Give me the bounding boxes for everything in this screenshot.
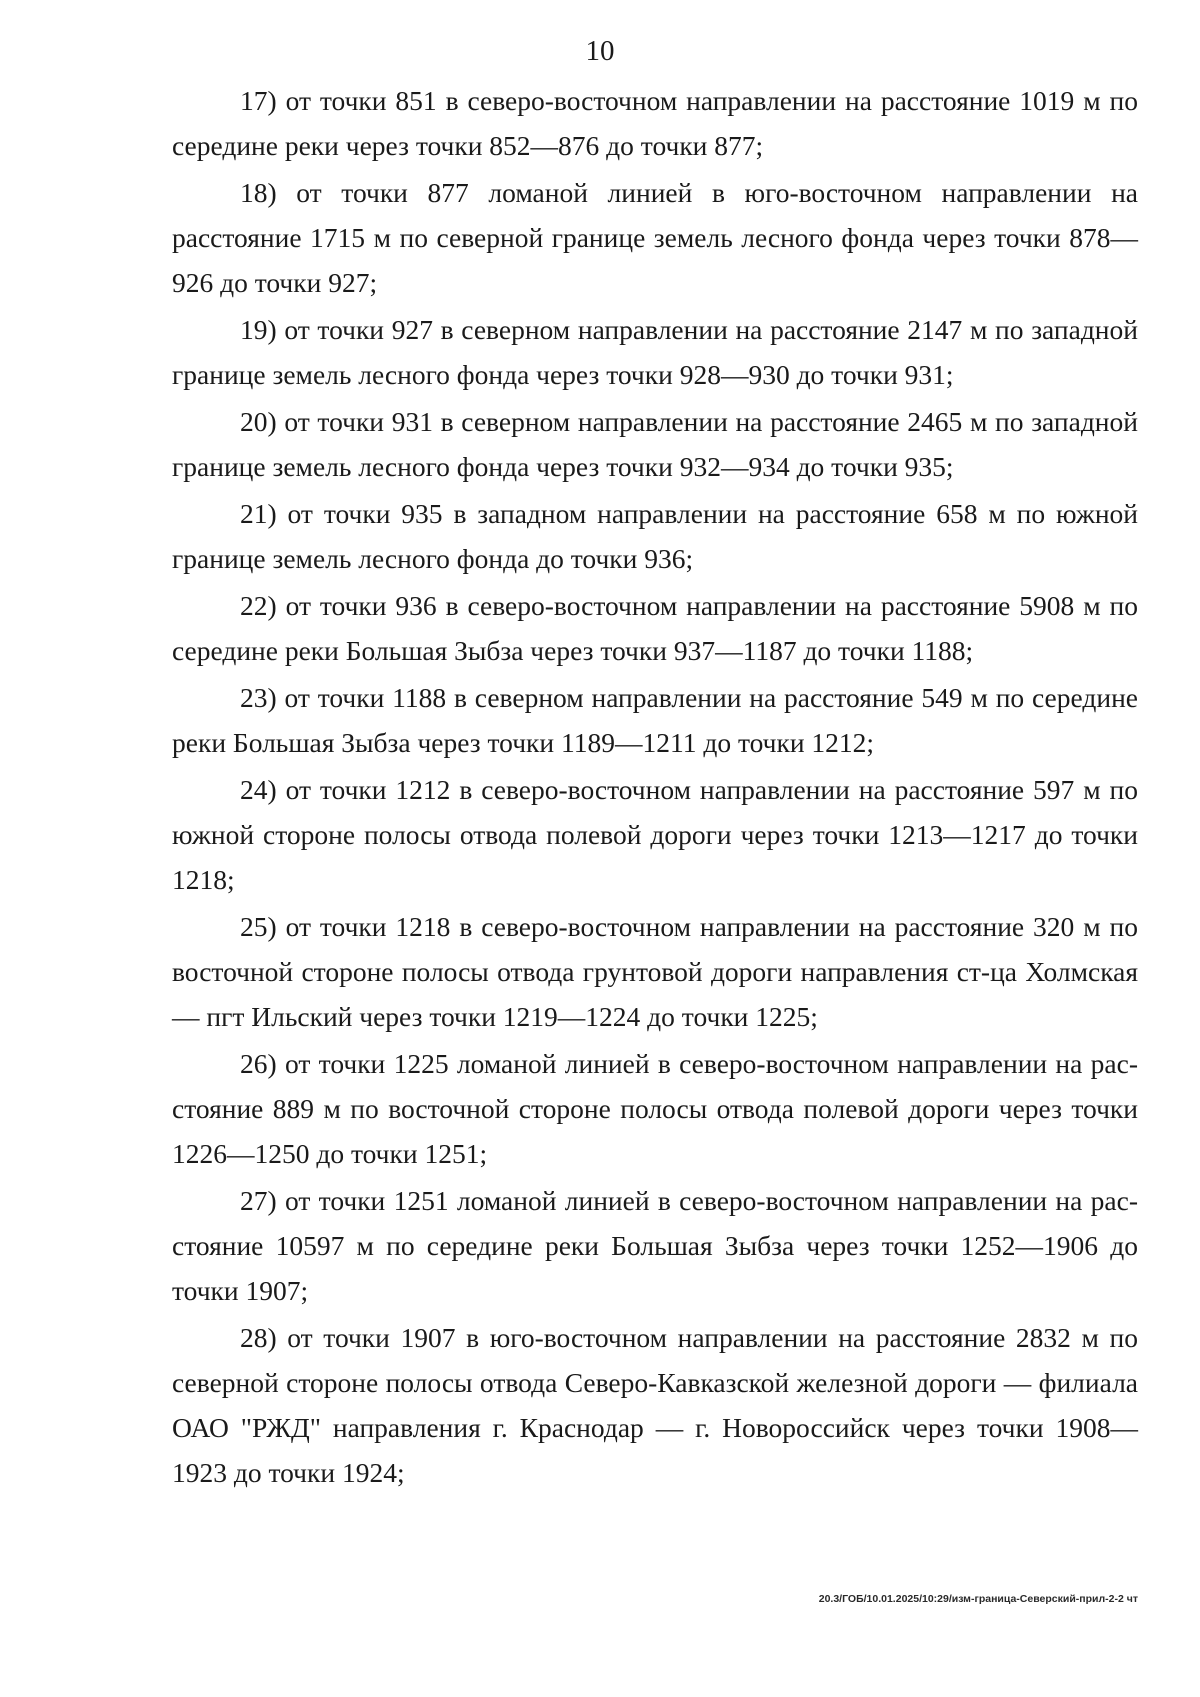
paragraph-24: 24) от точки 1212 в северо-восточном направлении на расстояние 597 м по южной стороне полосы отвода полевой дороги через точки 1213—1217 до точки 1218; (172, 774, 1138, 895)
paragraph-18: 18) от точки 877 ломаной линией в юго-восточном направлении на расстояние 1715 м по северной границе земель лесного фонда через точки 878—926 до точки 927; (172, 177, 1138, 298)
paragraph-19: 19) от точки 927 в северном направлении на расстояние 2147 м по западной границе земель лесного фонда через точки 928—930 до точки 931; (172, 314, 1138, 390)
paragraph-20: 20) от точки 931 в северном направлении на расстояние 2465 м по западной границе земель лесного фонда через точки 932—934 до точки 935; (172, 406, 1138, 482)
paragraph-26: 26) от точки 1225 ломаной линией в северо-восточном направлении на расстояние 889 м по восточной стороне полосы отвода полевой дороги через точки 1226—1250 до точки 1251; (172, 1048, 1138, 1169)
paragraph-23: 23) от точки 1188 в северном направлении на расстояние 549 м по середине реки Большая Зыбза через точки 1189—1211 до точки 1212; (172, 682, 1138, 758)
document-footer-code: 20.3/ГОБ/10.01.2025/10:29/изм-граница-Северский-прил-2-2 чт (818, 1593, 1138, 1605)
paragraph-17: 17) от точки 851 в северо-восточном направлении на расстояние 1019 м по середине реки через точки 852—876 до точки 877; (172, 85, 1138, 161)
paragraph-28: 28) от точки 1907 в юго-восточном направлении на расстояние 2832 м по северной стороне полосы отвода Северо-Кавказской железной дороги — филиала ОАО "РЖД" направления г. Краснодар — г. Новороссийск через точки 1908—1923 до точки 1924; (172, 1322, 1138, 1488)
paragraph-27: 27) от точки 1251 ломаной линией в северо-восточном направлении на расстояние 10597 м по середине реки Большая Зыбза через точки 1252—1906 до точки 1907; (172, 1185, 1138, 1306)
document-body (172, 78, 1138, 1497)
paragraph-25: 25) от точки 1218 в северо-восточном направлении на расстояние 320 м по восточной стороне полосы отвода грунтовой дороги направления ст-ца Холмская — пгт Ильский через точки 1219—1224 до точки 1225; (172, 911, 1138, 1032)
paragraph-22: 22) от точки 936 в северо-восточном направлении на расстояние 5908 м по середине реки Большая Зыбза через точки 937—1187 до точки 1188; (172, 590, 1138, 666)
page-number: 10 (585, 35, 615, 67)
paragraph-21: 21) от точки 935 в западном направлении на расстояние 658 м по южной границе земель лесного фонда до точки 936; (172, 498, 1138, 574)
